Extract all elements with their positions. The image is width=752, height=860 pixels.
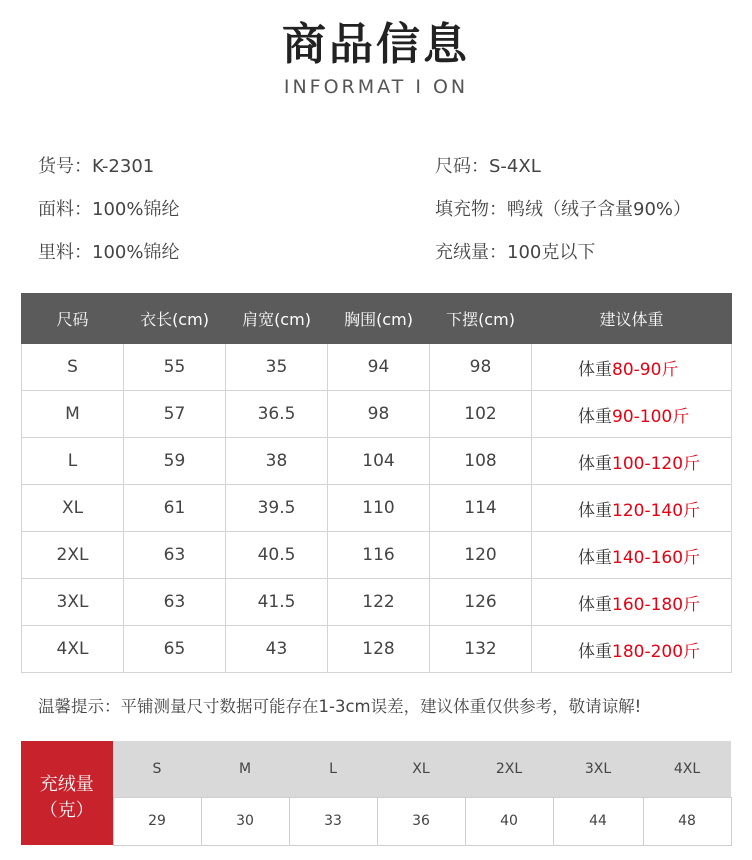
cell-weight: [532, 391, 732, 438]
cell-size: 3XL: [22, 579, 124, 626]
fabric: 面料：100%锦纶: [38, 199, 180, 220]
weight-range: 120-140斤: [612, 500, 701, 521]
cell-weight: [532, 579, 732, 626]
fill-amount-table: [21, 741, 732, 846]
cell-length: 63: [124, 579, 226, 626]
weight-label: 体重: [578, 547, 612, 568]
info-row: [38, 238, 728, 281]
item-number: 货号：K-2301: [38, 156, 155, 177]
fill-label-line2: （克）: [39, 800, 94, 821]
cell-hem: 108: [430, 438, 532, 485]
weight-label: 体重: [578, 406, 612, 427]
table-row: [22, 438, 732, 485]
cell-chest: 98: [328, 391, 430, 438]
header-size: 尺码: [22, 294, 124, 344]
cell-shoulder: 36.5: [226, 391, 328, 438]
size-chart-table: [21, 293, 732, 673]
cell-hem: 126: [430, 579, 532, 626]
table-row: [22, 391, 732, 438]
weight-label: 体重: [578, 359, 612, 380]
cell-hem: 102: [430, 391, 532, 438]
cell-size: 4XL: [22, 626, 124, 673]
info-row: [38, 152, 728, 195]
cell-length: 59: [124, 438, 226, 485]
table-row: [22, 579, 732, 626]
table-row: [22, 344, 732, 391]
cell-shoulder: 41.5: [226, 579, 328, 626]
table-row: [22, 485, 732, 532]
fill-size: 4XL: [643, 741, 731, 797]
header-length: 衣长(cm): [124, 294, 226, 344]
cell-size: L: [22, 438, 124, 485]
cell-size: XL: [22, 485, 124, 532]
cell-chest: 116: [328, 532, 430, 579]
weight-range: 90-100斤: [612, 406, 690, 427]
weight-range: 100-120斤: [612, 453, 701, 474]
weight-label: 体重: [578, 500, 612, 521]
fill-size: 3XL: [553, 741, 643, 797]
cell-shoulder: 43: [226, 626, 328, 673]
cell-weight: [532, 485, 732, 532]
page-title: 商品信息: [282, 19, 470, 70]
fill-size: XL: [377, 741, 465, 797]
fill-amount: 充绒量：100克以下: [435, 242, 596, 263]
table-row: [22, 626, 732, 673]
cell-weight: [532, 626, 732, 673]
cell-shoulder: 35: [226, 344, 328, 391]
header-weight: 建议体重: [532, 294, 732, 344]
fill-size: M: [201, 741, 289, 797]
weight-range: 160-180斤: [612, 594, 701, 615]
cell-length: 57: [124, 391, 226, 438]
weight-range: 80-90斤: [612, 359, 679, 380]
fill-size: S: [113, 741, 201, 797]
cell-shoulder: 40.5: [226, 532, 328, 579]
fill-grams: 40: [465, 797, 553, 845]
fill-grams: 36: [377, 797, 465, 845]
product-info: [38, 152, 728, 281]
table-row: [22, 532, 732, 579]
cell-size: M: [22, 391, 124, 438]
cell-hem: 132: [430, 626, 532, 673]
weight-label: 体重: [578, 641, 612, 662]
info-row: [38, 195, 728, 238]
fill-size: 2XL: [465, 741, 553, 797]
fill-grams: 48: [643, 797, 731, 845]
cell-shoulder: 38: [226, 438, 328, 485]
fill-size: L: [289, 741, 377, 797]
header-chest: 胸围(cm): [328, 294, 430, 344]
fill-grams: 30: [201, 797, 289, 845]
fill-size-row: [21, 741, 731, 797]
weight-label: 体重: [578, 453, 612, 474]
cell-chest: 128: [328, 626, 430, 673]
lining: 里料：100%锦纶: [38, 242, 180, 263]
fill-grams-row: [21, 797, 731, 845]
cell-shoulder: 39.5: [226, 485, 328, 532]
cell-hem: 114: [430, 485, 532, 532]
cell-hem: 98: [430, 344, 532, 391]
weight-range: 140-160斤: [612, 547, 701, 568]
cell-length: 65: [124, 626, 226, 673]
cell-chest: 110: [328, 485, 430, 532]
cell-chest: 104: [328, 438, 430, 485]
size-range: 尺码：S-4XL: [435, 156, 541, 177]
fill-grams: 29: [113, 797, 201, 845]
header-shoulder: 肩宽(cm): [226, 294, 328, 344]
cell-hem: 120: [430, 532, 532, 579]
filling: 填充物：鸭绒（绒子含量90%）: [435, 199, 692, 220]
measurement-notice: 温馨提示：平铺测量尺寸数据可能存在1-3cm误差，建议体重仅供参考，敬请谅解!: [38, 697, 642, 716]
header-hem: 下摆(cm): [430, 294, 532, 344]
fill-grams: 44: [553, 797, 643, 845]
weight-label: 体重: [578, 594, 612, 615]
page-subtitle: INFORMAT I ON: [283, 76, 469, 98]
fill-label-line1: 充绒量: [39, 774, 94, 795]
cell-length: 63: [124, 532, 226, 579]
fill-grams: 33: [289, 797, 377, 845]
fill-amount-label: [21, 741, 113, 845]
cell-length: 61: [124, 485, 226, 532]
cell-weight: [532, 344, 732, 391]
cell-weight: [532, 438, 732, 485]
weight-range: 180-200斤: [612, 641, 701, 662]
cell-chest: 94: [328, 344, 430, 391]
cell-size: S: [22, 344, 124, 391]
cell-length: 55: [124, 344, 226, 391]
cell-weight: [532, 532, 732, 579]
page-header: [0, 14, 752, 98]
cell-chest: 122: [328, 579, 430, 626]
cell-size: 2XL: [22, 532, 124, 579]
table-header-row: [22, 294, 732, 344]
